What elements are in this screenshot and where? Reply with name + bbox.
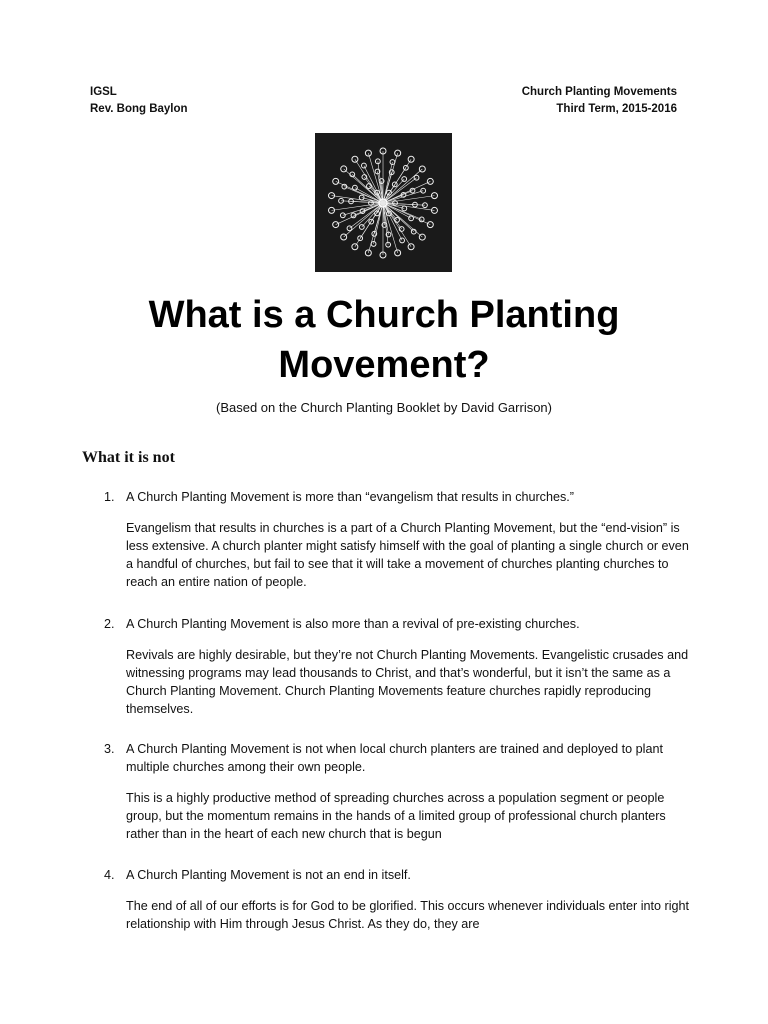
item-lead: A Church Planting Movement is not when local church planters are trained and deployed to plant multiple churches among their own people. [126,742,663,774]
term: Third Term, 2015-2016 [556,103,677,115]
item-number: 3. [104,742,115,756]
list-item [104,615,694,718]
item-lead: A Church Planting Movement is not an end in itself. [126,868,411,882]
network-graphic-image [315,133,452,272]
institution-name: IGSL [90,86,117,98]
item-number: 2. [104,617,115,631]
title-line-2: Movement? [278,344,490,386]
item-description: Evangelism that results in churches is a part of a Church Planting Movement, but the “end-vision” is less extensive. A church planter might satisfy himself with the goal of planting a single church or even a handful of churches, but fail to see that it will take a movement of churches planting churches to reach an entire nation of people. [126,521,689,589]
item-number: 1. [104,490,115,504]
item-number: 4. [104,868,115,882]
section-heading: What it is not [82,449,175,466]
item-description: This is a highly productive method of spreading churches across a population segment or people group, but the momentum remains in the hands of a limited group of professional church planters rather than in the heart of each new church that is begun [126,791,666,841]
item-lead: A Church Planting Movement is more than “evangelism that results in churches.” [126,490,574,504]
header-left [90,84,188,118]
header-right [522,84,677,118]
list-item [104,866,694,933]
list-item [104,740,694,843]
item-lead: A Church Planting Movement is also more than a revival of pre-existing churches. [126,617,580,631]
course-name: Church Planting Movements [521,86,677,98]
subtitle: (Based on the Church Planting Booklet by David Garrison) [215,400,552,415]
item-description: Revivals are highly desirable, but they’re not Church Planting Movements. Evangelistic crusades and witnessing programs may lead thousands to Christ, and that’s wonderful, but it isn’t the same as a Church Planting Movement. Church Planting Movements feature churches rapidly reproducing themselves. [126,648,689,716]
item-description: The end of all of our efforts is for God to be glorified. This occurs whenever individuals enter into right relationship with Him through Jesus Christ. As they do, they are [126,899,690,931]
page-title [0,290,768,390]
title-line-1: What is a Church Planting [148,294,620,336]
list-item [104,488,694,591]
instructor-name: Rev. Bong Baylon [90,103,188,115]
